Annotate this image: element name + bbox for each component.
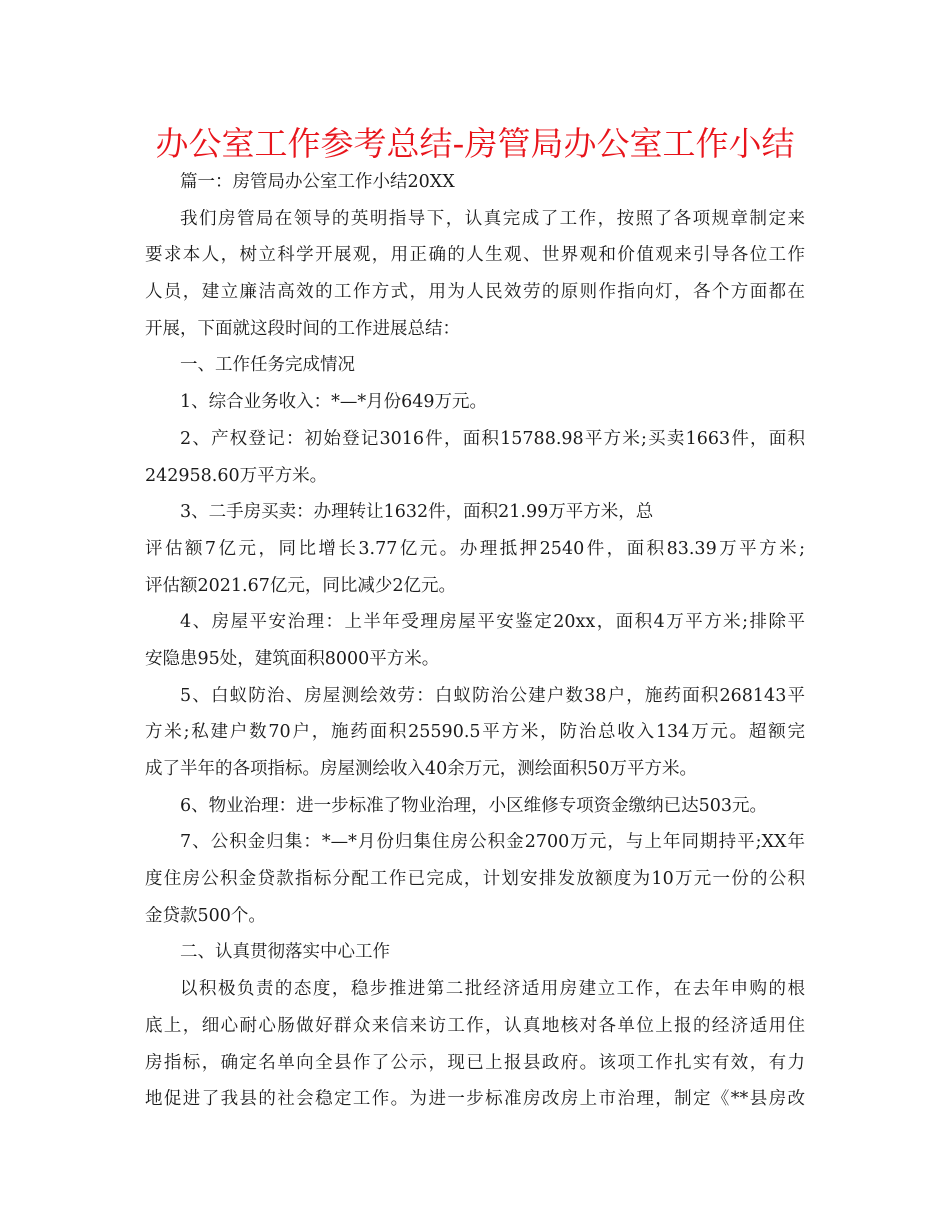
section-heading: 一、工作任务完成情况 [180, 355, 355, 376]
section-heading: 二、认真贯彻落实中心工作 [180, 942, 390, 963]
list-item: 3、二手房买卖：办理转让1632件，面积21.99万平方米，总 [180, 502, 654, 523]
list-item-continuation: 成了半年的各项指标。房屋测绘收入40余万元，测绘面积50万平方米。 [145, 759, 698, 779]
list-item-continuation: 金贷款500个。 [145, 905, 266, 926]
list-item: 5、白蚁防治、房屋测绘效劳：白蚁防治公建户数38户，施药面积268143平 [180, 685, 805, 706]
list-item: 7、公积金归集：*—*月份归集住房公积金2700万元，与上年同期持平;XX年 [180, 832, 805, 853]
list-item-continuation: 评估额2021.67亿元，同比减少2亿元。 [145, 575, 456, 596]
document-body [145, 164, 805, 1118]
list-item: 2、产权登记：初始登记3016件，面积15788.98平方米;买卖1663件，面积 [180, 428, 805, 449]
list-item-continuation: 方米;私建户数70户，施药面积25590.5平方米，防治总收入134万元。超额完 [145, 722, 805, 743]
list-item: 1、综合业务收入：*—*月份649万元。 [180, 392, 488, 413]
paragraph-line: 我们房管局在领导的英明指导下，认真完成了工作，按照了各项规章制定来 [180, 208, 805, 229]
paragraph-line: 地促进了我县的社会稳定工作。为进一步标准房改房上市治理，制定《**县房改 [145, 1089, 805, 1110]
section-heading-part1: 篇一：房管局办公室工作小结20XX [180, 172, 455, 192]
list-item-continuation: 安隐患95处，建筑面积8000平方米。 [145, 648, 440, 669]
paragraph-line: 要求本人，树立科学开展观，用正确的人生观、世界观和价值观来引导各位工作 [145, 245, 805, 266]
list-item-continuation: 242958.60万平方米。 [145, 465, 328, 486]
paragraph-line: 开展，下面就这段时间的工作进展总结： [145, 318, 460, 339]
paragraph-line: 以积极负责的态度，稳步推进第二批经济适用房建立工作，在去年申购的根 [180, 979, 805, 1000]
list-item: 6、物业治理：进一步标准了物业治理，小区维修专项资金缴纳已达503元。 [180, 795, 768, 816]
document-title: 办公室工作参考总结-房管局办公室工作小结 [155, 124, 795, 163]
paragraph-line: 人员，建立廉洁高效的工作方式，用为人民效劳的原则作指向灯，各个方面都在 [145, 282, 805, 303]
list-item-continuation: 评估额7亿元，同比增长3.77亿元。办理抵押2540件，面积83.39万平方米; [145, 538, 805, 559]
paragraph-line: 底上，细心耐心肠做好群众来信来访工作，认真地核对各单位上报的经济适用住 [145, 1015, 805, 1036]
paragraph-line: 房指标，确定名单向全县作了公示，现已上报县政府。该项工作扎实有效，有力 [145, 1052, 805, 1073]
list-item: 4、房屋平安治理：上半年受理房屋平安鉴定20xx，面积4万平方米;排除平 [180, 612, 805, 633]
list-item-continuation: 度住房公积金贷款指标分配工作已完成，计划安排发放额度为10万元一份的公积 [145, 869, 805, 890]
